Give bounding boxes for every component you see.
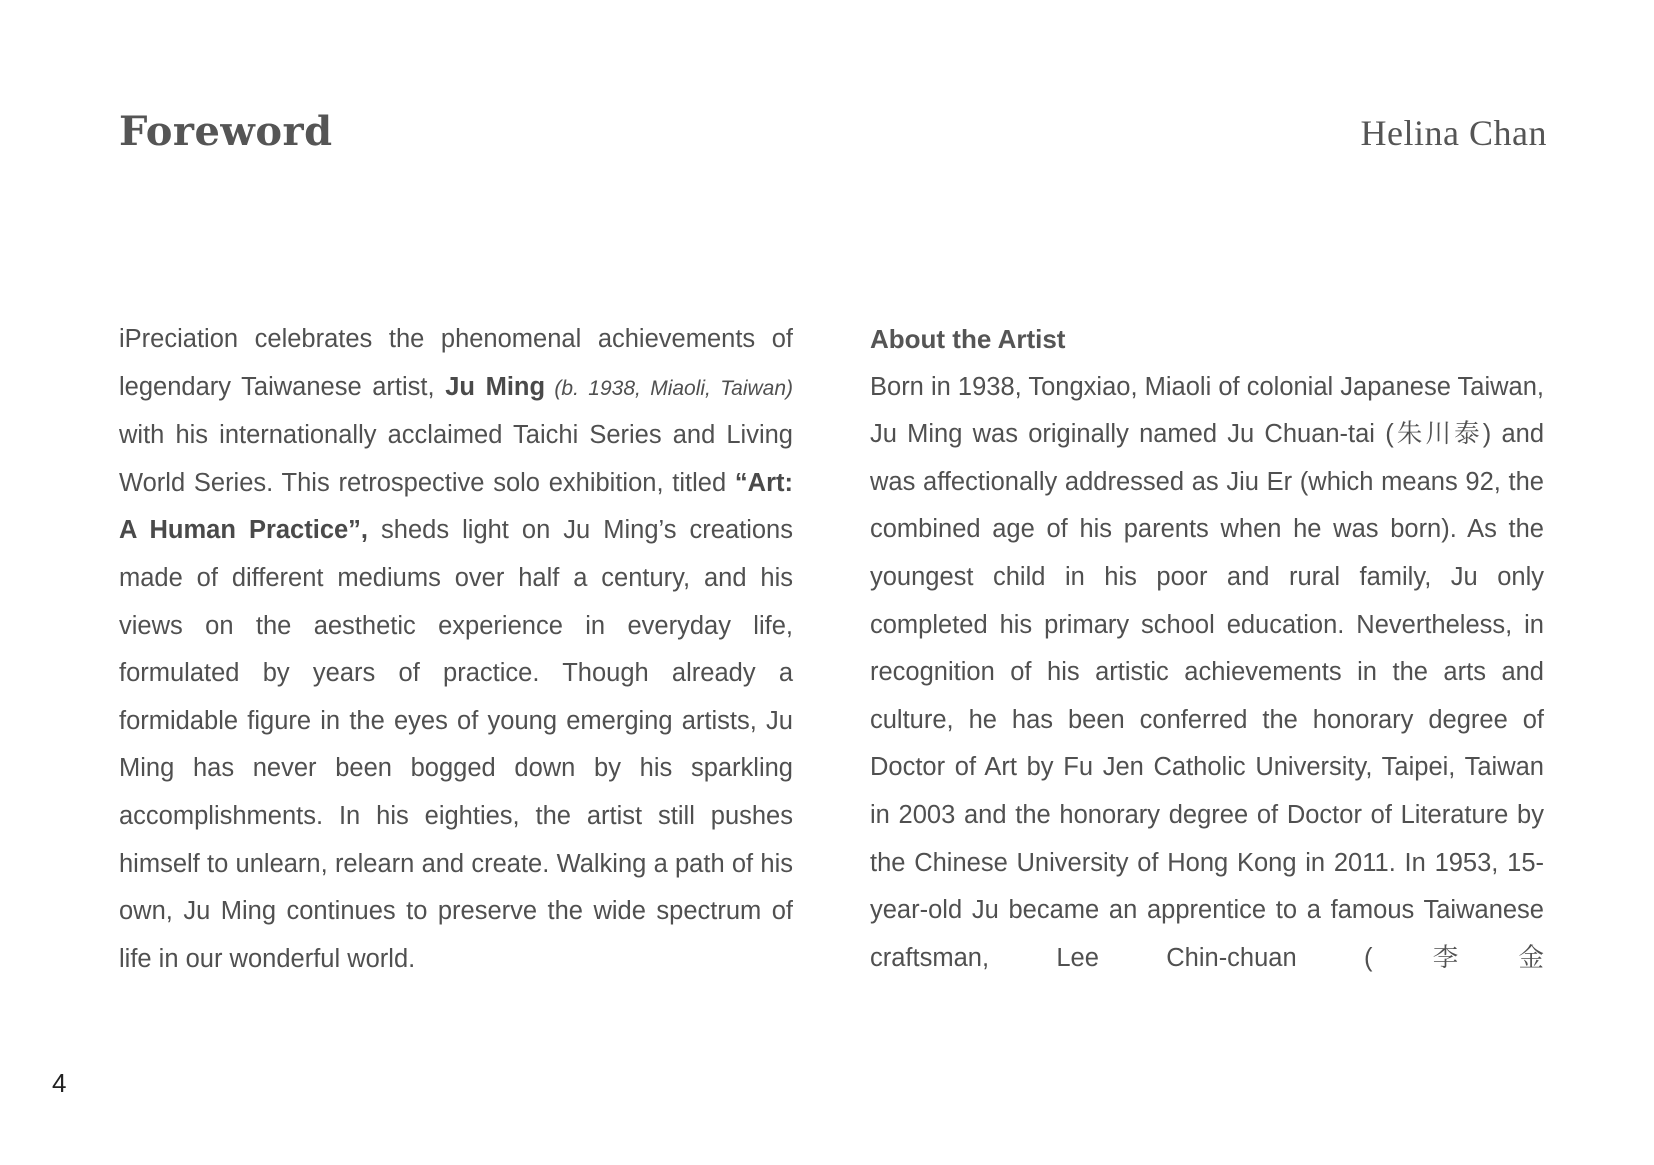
exhibition-title: “Art: A Human Practice”, <box>119 468 793 545</box>
section-heading: About the Artist <box>870 324 1066 354</box>
artist-birth-info: (b. 1938, Miaoli, Taiwan) <box>545 376 794 400</box>
page-number: 4 <box>52 1068 67 1098</box>
about-artist-column <box>870 316 1544 982</box>
about-artist-paragraph: Born in 1938, Tongxiao, Miaoli of colonial Japanese Taiwan, Ju Ming was originally named Ju Chuan-tai (朱川泰) and was affectionally addressed as Jiu Er (which means 92, the combined age of his parents when he was born). As the youngest child in his poor and rural family, Ju only completed his primary school education. Nevertheless, in recognition of his artistic achievements in the arts and culture, he has been conferred the honorary degree of Doctor of Art by Fu Jen Catholic University, Taipei, Taiwan in 2003 and the honorary degree of Doctor of Literature by the Chinese University of Hong Kong in 2011. In 1953, 15-year-old Ju became an apprentice to a famous Taiwanese craftsman, Lee Chin-chuan (李金 <box>870 372 1544 972</box>
page-title: Foreword <box>119 108 333 155</box>
author-name: Helina Chan <box>1360 113 1547 153</box>
foreword-mid-text: with his internationally acclaimed Taichi Series and Living World Series. This retrospective solo exhibition, titled <box>119 421 793 497</box>
foreword-column <box>119 316 793 983</box>
foreword-end-text: sheds light on Ju Ming’s creations made of different mediums over half a century, and his views on the aesthetic experience in everyday life, formulated by years of practice. Though already a formidable figure in the eyes of young emerging artists, Ju Ming has never been bogged down by his sparkling accomplishments. In his eighties, the artist still pushes himself to unlearn, relearn and create. Walking a path of his own, Ju Ming continues to preserve the wide spectrum of life in our wonderful world. <box>119 516 793 973</box>
foreword-paragraph <box>119 316 793 983</box>
foreword-intro-text: iPreciation celebrates the phenomenal achievements of legendary Taiwanese artist, <box>119 325 793 401</box>
artist-name: Ju Ming <box>445 372 546 401</box>
